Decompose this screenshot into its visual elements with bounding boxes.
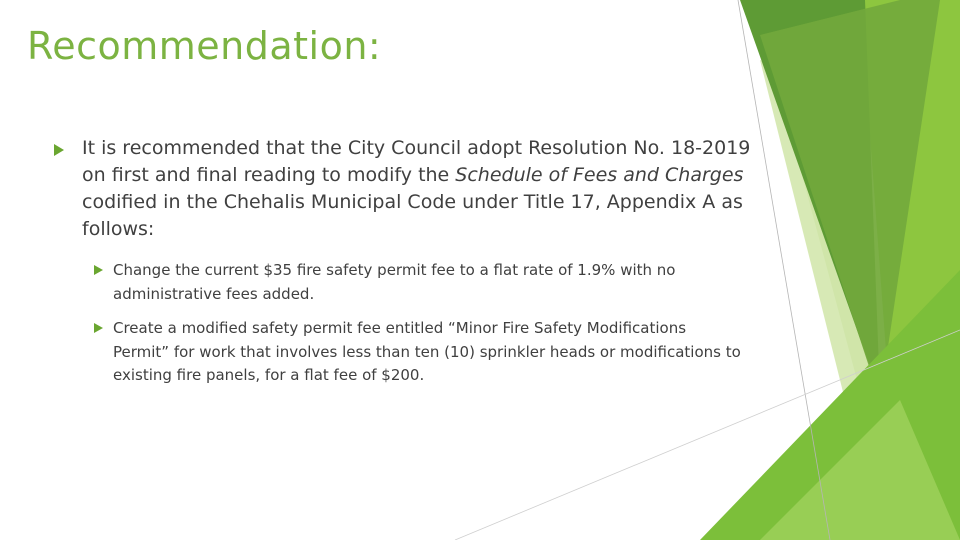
sub-bullet-arrow-icon <box>94 265 103 275</box>
main-bullet-part2: codified in the Chehalis Municipal Code under Title 17, Appendix A as follows: <box>82 191 743 240</box>
slide-title: Recommendation: <box>27 24 382 68</box>
sub-bullet-text-2: Create a modified safety permit fee entitled “Minor Fire Safety Modifications Permit” for work that involves less than ten (10) sprinkler heads or modifications to existing fire panels, for a flat fee of $200. <box>113 319 741 384</box>
main-bullet-text <box>82 135 762 243</box>
sub-bullet-text-1: Change the current $35 fire safety permit fee to a flat rate of 1.9% with no administrative fees added. <box>113 261 676 303</box>
bullet-arrow-icon <box>54 144 64 156</box>
main-bullet-part1: It is recommended that the City Council adopt Resolution No. 18-2019 on first and final reading to modify the <box>82 137 751 186</box>
sub-bullet-arrow-icon <box>94 323 103 333</box>
main-bullet-italic: Schedule of Fees and Charges <box>455 164 744 186</box>
